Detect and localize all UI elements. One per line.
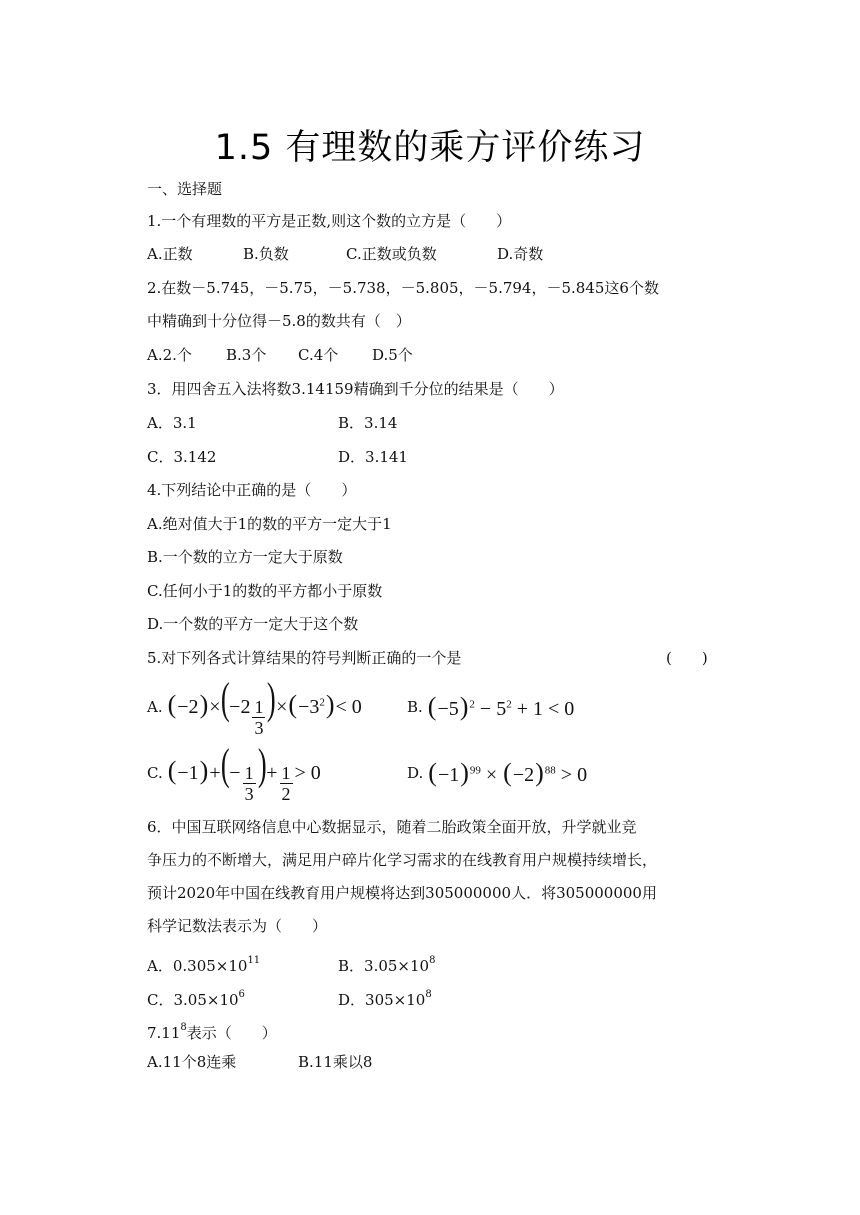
question-4-option-a: A.绝对值大于1的数的平方一定大于1 <box>147 515 392 533</box>
question-7-option-b: B.11乘以8 <box>298 1053 373 1071</box>
question-3-option-b: B．3.14 <box>338 414 398 432</box>
option-d-label: D. <box>407 764 424 782</box>
question-5-option-c <box>147 739 321 804</box>
question-3-option-a: A．3.1 <box>147 414 197 432</box>
option-b-label: B. <box>407 698 423 716</box>
question-3-option-c: C．3.142 <box>147 448 217 466</box>
option-a-label: A. <box>147 698 163 716</box>
question-5-option-b <box>407 690 574 724</box>
question-6-stem-line-3: 预计2020年中国在线教育用户规模将达到305000000人．将305000000用 <box>147 884 657 902</box>
question-5-option-a <box>147 673 362 738</box>
question-2-stem-line-1: 2.在数－5.745，－5.75，－5.738，－5.805，－5.794，－5.845这6个数 <box>147 279 659 297</box>
question-3-stem: 3．用四舍五入法将数3.14159精确到千分位的结果是（ ） <box>147 380 564 398</box>
question-6-stem-line-2: 争压力的不断增大，满足用户碎片化学习需求的在线教育用户规模持续增长， <box>147 851 658 869</box>
question-7-stem: 7.11$^8$表示（ ） <box>147 1022 277 1042</box>
question-2-option-d: D.5个 <box>372 346 413 364</box>
question-4-stem: 4.下列结论中正确的是（ ） <box>147 481 357 499</box>
section-heading: 一、选择题 <box>147 180 223 198</box>
question-1-option-a: A.正数 <box>147 245 193 263</box>
question-6-option-d: D．$305\times 10^8$ <box>338 989 432 1009</box>
question-1-stem: 1.一个有理数的平方是正数,则这个数的立方是（ ） <box>147 212 512 230</box>
question-5-option-d <box>407 756 587 790</box>
question-5-stem: 5.对下列各式计算结果的符号判断正确的一个是 <box>147 649 462 667</box>
question-4-option-d: D.一个数的平方一定大于这个数 <box>147 615 359 633</box>
formula-b: $(-5)^2 - 5^2 + 1 < 0$ <box>427 691 575 721</box>
question-7-option-a: A.11个8连乘 <box>147 1053 237 1071</box>
question-2-option-c: C.4个 <box>298 346 339 364</box>
page-title: 1.5 有理数的乘方评价练习 <box>214 128 646 168</box>
question-6-stem-line-4: 科学记数法表示为（ ） <box>147 917 328 935</box>
question-6-option-b: B．$3.05\times 10^8$ <box>338 955 436 975</box>
question-1-option-d: D.奇数 <box>497 245 544 263</box>
question-1-option-b: B.负数 <box>243 245 289 263</box>
question-2-option-b: B.3个 <box>226 346 267 364</box>
question-3-option-d: D．3.141 <box>338 448 408 466</box>
question-5-answer-paren: ( ) <box>666 649 708 667</box>
question-4-option-c: C.任何小于1的数的平方都小于原数 <box>147 582 383 600</box>
question-6-option-c: C．$3.05\times 10^6$ <box>147 989 245 1009</box>
option-c-label: C. <box>147 764 163 782</box>
question-1-option-c: C.正数或负数 <box>346 245 437 263</box>
question-2-option-a: A.2.个 <box>147 346 192 364</box>
formula-c: (−1)+(− $\frac{1}{3}$ )+ $\frac{1}{2}$ > 0 <box>167 739 321 804</box>
question-2-stem-line-2: 中精确到十分位得－5.8的数共有（ ） <box>147 312 411 330</box>
question-6-option-a: A．$0.305\times 10^{11}$ <box>147 955 261 975</box>
question-4-option-b: B.一个数的立方一定大于原数 <box>147 548 343 566</box>
formula-a: (−2)×(−2 $\frac{1}{3}$ )$\times(-3^2)< 0$ <box>167 673 362 738</box>
question-6-stem-line-1: 6．中国互联网络信息中心数据显示，随着二胎政策全面开放，升学就业竞 <box>147 818 637 836</box>
formula-d: $(-1)^{99} \times (-2)^{88} > 0$ <box>428 757 588 787</box>
